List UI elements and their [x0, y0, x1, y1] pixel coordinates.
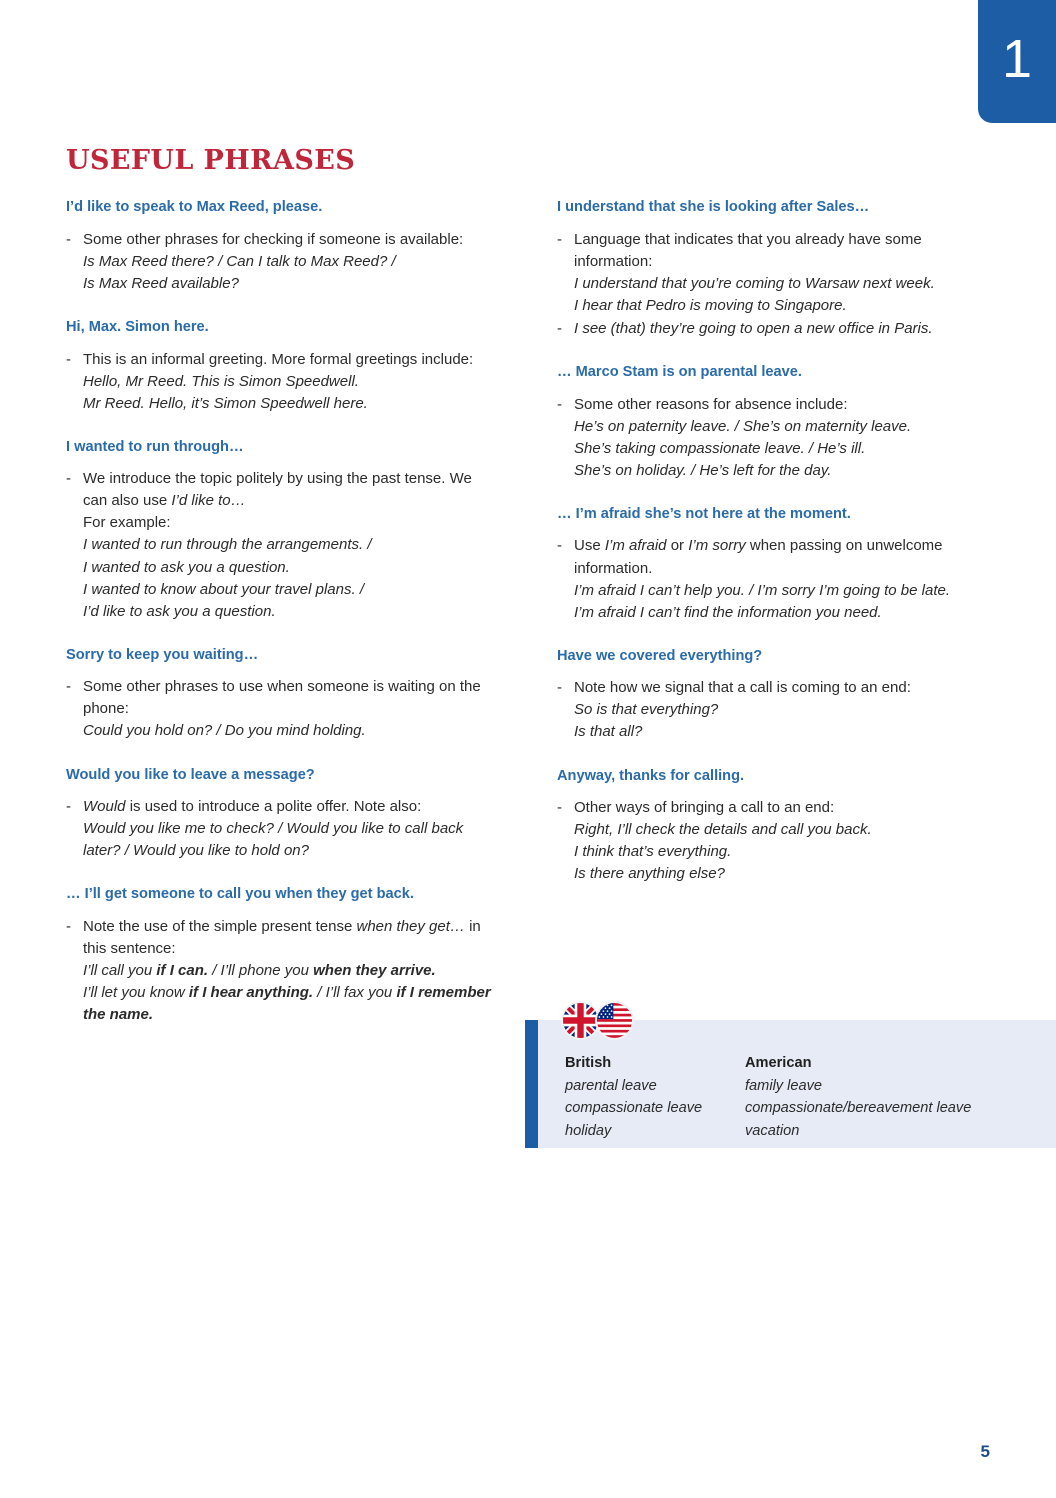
phrase-bullet [557, 229, 990, 317]
flag-badges [561, 1001, 634, 1040]
bullet-text: Note how we signal that a call is coming to an end: So is that everything? Is that all? [574, 679, 911, 741]
phrase-heading: I wanted to run through… [66, 438, 244, 455]
phrase-heading: Sorry to keep you waiting… [66, 646, 259, 663]
bullet-text: This is an informal greeting. More formal greetings include: Hello, Mr Reed. This is Simon Speedwell. Mr Reed. Hello, it’s Simon Speedwell here. [83, 350, 474, 412]
bullet-text: Note the use of the simple present tense when they get… in this sentence: I’ll call you if I can. / I’ll phone you when they arrive. I’ll let you know if I hear anything. / I’ll fax you if I remember the name. [83, 918, 491, 1024]
phrase-bullet [557, 394, 990, 482]
compare-columns [565, 1052, 1055, 1142]
american-term: compassionate/bereavement leave [745, 1100, 972, 1117]
us-flag-icon [595, 1001, 634, 1040]
phrase-block [557, 505, 990, 624]
bullet-dash-icon: - [557, 230, 562, 248]
bullet-dash-icon: - [66, 230, 71, 248]
page-title: USEFUL PHRASES [66, 145, 356, 176]
phrase-block [557, 198, 990, 340]
phrase-bullet [557, 535, 990, 623]
phrase-bullet [557, 677, 990, 743]
bullet-dash-icon: - [557, 537, 562, 555]
phrase-bullet [557, 797, 990, 885]
phrase-bullet [66, 916, 499, 1026]
bullet-text: I see (that) they’re going to open a new office in Paris. [574, 319, 933, 337]
right-column [557, 198, 990, 1026]
phrase-block [66, 885, 499, 1026]
phrase-heading: Would you like to leave a message? [66, 766, 315, 783]
content-columns [66, 198, 990, 1026]
phrase-block [66, 766, 499, 863]
bullet-text: Language that indicates that you already have some information: I understand that you’re coming to Warsaw next week. I hear that Pedro is moving to Singapore. [574, 230, 935, 314]
british-term: holiday [565, 1122, 612, 1139]
british-term: parental leave [565, 1078, 657, 1095]
phrase-bullet [66, 796, 499, 862]
chapter-tab [978, 0, 1056, 123]
phrase-heading: I’d like to speak to Max Reed, please. [66, 199, 323, 215]
page-number: 5 [980, 1442, 990, 1461]
phrase-block [66, 198, 499, 295]
british-american-box [525, 1020, 1056, 1148]
phrase-bullet [557, 318, 990, 340]
phrase-heading: I understand that she is looking after Sales… [557, 199, 870, 215]
phrase-bullet [66, 468, 499, 622]
phrase-heading: … I’m afraid she’s not here at the moment. [557, 505, 851, 522]
phrase-bullet [66, 349, 499, 415]
phrase-bullet [66, 229, 499, 295]
phrase-block [557, 363, 990, 482]
bullet-dash-icon: - [557, 679, 562, 697]
bullet-text: Use I’m afraid or I’m sorry when passing on unwelcome information. I’m afraid I can’t help you. / I’m sorry I’m going to be late. I’m afraid I can’t find the information you need. [574, 537, 950, 621]
bullet-text: Would is used to introduce a polite offer. Note also: Would you like me to check? / Would you like to call back later? / Would you like to hold on? [83, 798, 464, 860]
bullet-dash-icon: - [557, 395, 562, 413]
phrase-block [557, 767, 990, 886]
phrase-block [66, 438, 499, 623]
bullet-dash-icon: - [557, 319, 562, 337]
bullet-text: Some other phrases for checking if someone is available: Is Max Reed there? / Can I talk to Max Reed? / Is Max Reed available? [83, 230, 464, 292]
bullet-dash-icon: - [66, 918, 71, 936]
bullet-dash-icon: - [66, 678, 71, 696]
phrase-heading: … Marco Stam is on parental leave. [557, 363, 802, 380]
phrase-heading: Hi, Max. Simon here. [66, 318, 209, 335]
bullet-text: We introduce the topic politely by using the past tense. We can also use I’d like to… For example: I wanted to run through the arrangements. / I wanted to ask you a question. I wanted to know about your travel plans. / I’d like to ask you a question. [83, 470, 472, 620]
phrase-block [66, 646, 499, 743]
chapter-number: 1 [1001, 28, 1033, 89]
bullet-dash-icon: - [66, 470, 71, 488]
american-label: American [745, 1055, 812, 1071]
phrase-block [66, 318, 499, 415]
american-column [745, 1052, 1055, 1142]
phrase-block [557, 647, 990, 744]
left-column [66, 198, 499, 1026]
american-term: family leave [745, 1078, 823, 1095]
bullet-dash-icon: - [66, 798, 71, 816]
bullet-dash-icon: - [66, 350, 71, 368]
british-column [565, 1052, 745, 1142]
bullet-text: Some other reasons for absence include: He’s on paternity leave. / She’s on maternity leave. She’s taking compassionate leave. / He’s ill. She’s on holiday. / He’s left for the day. [574, 395, 912, 479]
compare-box-accent-bar [525, 1020, 538, 1148]
phrase-heading: … I’ll get someone to call you when they get back. [66, 886, 414, 903]
british-term: compassionate leave [565, 1100, 703, 1117]
british-label: British [565, 1055, 612, 1071]
phrase-bullet [66, 676, 499, 742]
phrase-heading: Anyway, thanks for calling. [557, 767, 745, 784]
phrase-heading: Have we covered everything? [557, 647, 763, 664]
american-term: vacation [745, 1122, 800, 1139]
bullet-text: Some other phrases to use when someone is waiting on the phone: Could you hold on? / Do you mind holding. [83, 678, 481, 740]
bullet-dash-icon: - [557, 799, 562, 817]
bullet-text: Other ways of bringing a call to an end: Right, I’ll check the details and call you back. I think that’s everything. Is there anything else? [574, 799, 872, 883]
